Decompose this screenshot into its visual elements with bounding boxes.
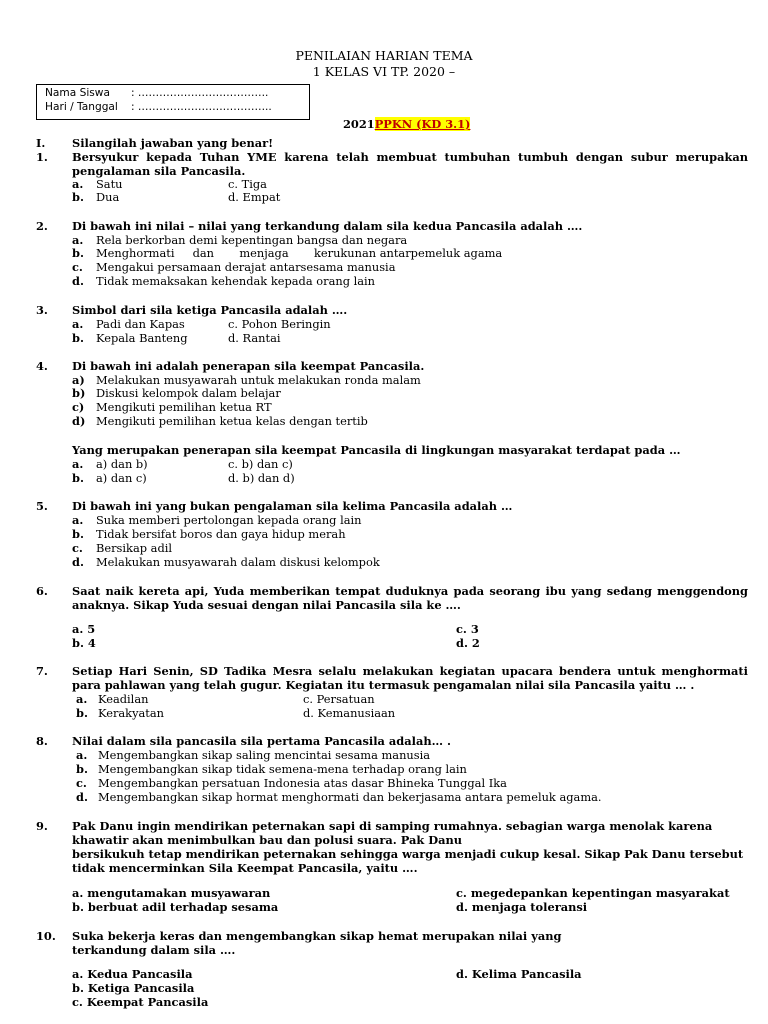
item-text: Mengikuti pemilihan ketua kelas dengan tertib [96, 414, 368, 428]
item-text: Melakukan musyawarah untuk melakukan ronda malam [96, 373, 421, 387]
option-letter: a. [72, 233, 84, 247]
option-text: Mengembangkan sikap hormat menghormati dan bekerjasama antara pemeluk agama. [98, 790, 602, 804]
option-text: d. menjaga toleransi [456, 900, 588, 914]
option-letter: d. [76, 790, 88, 804]
question-number: 2. [36, 219, 48, 233]
option-text: Rela berkorban demi kepentingan bangsa dan negara [96, 233, 408, 247]
day-date-row [45, 101, 272, 113]
option-letter: b. [72, 331, 84, 345]
option-letter: b. [76, 762, 88, 776]
option-text: c. Keempat Pancasila [72, 995, 209, 1009]
option-text: c. Persatuan [303, 692, 375, 706]
item-text: Diskusi kelompok dalam belajar [96, 386, 281, 400]
option-text: d. Rantai [228, 331, 281, 345]
subject-year: 2021 [343, 117, 375, 131]
option-letter: a. [72, 177, 84, 191]
option-text: Mengembangkan sikap saling mencintai sesama manusia [98, 748, 431, 762]
page-title-line1: PENILAIAN HARIAN TEMA [295, 48, 473, 63]
question-text-line: tidak mencerminkan Sila Keempat Pancasila, yaitu …. [72, 861, 418, 875]
question-text: Saat naik kereta api, Yuda memberikan tempat duduknya pada seorang ibu yang sedang menggendong anaknya. Sikap Yuda sesuai dengan nilai Pancasila sila ke …. [72, 584, 748, 612]
question-number: 9. [36, 819, 48, 833]
option-text: d. Kelima Pancasila [456, 967, 582, 981]
option-text: Padi dan Kapas [96, 317, 185, 331]
item-text: Mengikuti pemilihan ketua RT [96, 400, 272, 414]
option-letter: a. [72, 457, 84, 471]
option-text: Keadilan [98, 692, 149, 706]
option-text: c. Pohon Beringin [228, 317, 331, 331]
option-letter: a. [76, 692, 88, 706]
question-number: 5. [36, 499, 48, 513]
option-text: a. mengutamakan musyawaran [72, 886, 271, 900]
question-number: 3. [36, 303, 48, 317]
option-letter: a. [72, 513, 84, 527]
option-text: d. Kemanusiaan [303, 706, 396, 720]
item-letter: c) [72, 400, 85, 414]
option-text: Tidak bersifat boros dan gaya hidup merah [96, 527, 346, 541]
option-text: Menghormati dan menjaga kerukunan antarpemeluk agama [96, 246, 503, 260]
question-text: Suka bekerja keras dan mengembangkan sikap hemat merupakan nilai yang terkandung dalam sila …. [72, 929, 562, 957]
question-number: 10. [36, 929, 56, 943]
option-letter: b. [72, 471, 84, 485]
question-text: Di bawah ini yang bukan pengalaman sila kelima Pancasila adalah … [72, 499, 513, 513]
student-name-row [45, 87, 268, 99]
option-text: Mengakui persamaan derajat antarsesama manusia [96, 260, 396, 274]
option-text: b. 4 [72, 636, 96, 650]
option-letter: d. [72, 274, 84, 288]
option-text: Melakukan musyawarah dalam diskusi kelompok [96, 555, 380, 569]
question-text: Simbol dari sila ketiga Pancasila adalah …. [72, 303, 348, 317]
question-text: Di bawah ini nilai – nilai yang terkandung dalam sila kedua Pancasila adalah …. [72, 219, 583, 233]
option-text: d. b) dan d) [228, 471, 295, 485]
option-letter: d. [72, 555, 84, 569]
option-text: Tidak memaksakan kehendak kepada orang lain [96, 274, 376, 288]
option-text: a) dan b) [96, 457, 148, 471]
option-letter: b. [72, 190, 84, 204]
option-text: c. b) dan c) [228, 457, 293, 471]
option-text: c. 3 [456, 622, 479, 636]
instruction-text: Silangilah jawaban yang benar! [72, 136, 274, 150]
option-letter: c. [76, 776, 87, 790]
option-letter: b. [72, 246, 84, 260]
option-text: b. Ketiga Pancasila [72, 981, 195, 995]
student-name-blank: : ………………………………. [131, 87, 269, 99]
student-info-box [36, 84, 310, 120]
question-text: Nilai dalam sila pancasila sila pertama Pancasila adalah… . [72, 734, 451, 748]
option-text: Mengembangkan sikap tidak semena-mena terhadap orang lain [98, 762, 467, 776]
instruction-number: I. [36, 136, 46, 150]
question-number: 4. [36, 359, 48, 373]
option-text: Mengembangkan persatuan Indonesia atas dasar Bhineka Tunggal Ika [98, 776, 507, 790]
option-text: Bersikap adil [96, 541, 173, 555]
option-letter: a. [76, 748, 88, 762]
option-text: Satu [96, 177, 123, 191]
option-text: Dua [96, 190, 120, 204]
option-text: Kerakyatan [98, 706, 165, 720]
option-text: Kepala Banteng [96, 331, 188, 345]
question-followup: Yang merupakan penerapan sila keempat Pancasila di lingkungan masyarakat terdapat pada … [72, 443, 681, 457]
question-text-line: khawatir akan menimbulkan bau dan polusi suara. Pak Danu [72, 833, 463, 847]
subject-heading [343, 117, 470, 131]
item-letter: a) [72, 373, 85, 387]
option-text: d. Empat [228, 190, 281, 204]
option-text: d. 2 [456, 636, 480, 650]
question-text: Bersyukur kepada Tuhan YME karena telah membuat tumbuhan tumbuh dengan subur merupakan pengalaman sila Pancasila. [72, 150, 748, 178]
item-letter: b) [72, 386, 86, 400]
student-name-label: Nama Siswa [45, 87, 110, 99]
question-number: 8. [36, 734, 48, 748]
option-letter: c. [72, 541, 83, 555]
question-text-line: bersikukuh tetap mendirikan peternakan sehingga warga menjadi cukup kesal. Sikap Pak Danu tersebut [72, 847, 744, 861]
option-text: c. megedepankan kepentingan masyarakat [456, 886, 730, 900]
option-text: a. Kedua Pancasila [72, 967, 193, 981]
option-letter: b. [72, 527, 84, 541]
option-text: Suka memberi pertolongan kepada orang lain [96, 513, 362, 527]
option-letter: a. [72, 317, 84, 331]
day-date-blank: : ……………………………….. [131, 101, 272, 113]
option-text: a. 5 [72, 622, 96, 636]
question-text: Di bawah ini adalah penerapan sila keempat Pancasila. [72, 359, 425, 373]
option-text: c. Tiga [228, 177, 267, 191]
question-number: 1. [36, 150, 48, 164]
question-text-line: Pak Danu ingin mendirikan peternakan sapi di samping rumahnya. sebagian warga menolak karena [72, 819, 713, 833]
day-date-label: Hari / Tanggal [45, 101, 118, 113]
subject-highlight: PPKN (KD 3.1) [374, 117, 471, 131]
question-number: 7. [36, 664, 48, 678]
option-text: b. berbuat adil terhadap sesama [72, 900, 279, 914]
item-letter: d) [72, 414, 86, 428]
question-text: Setiap Hari Senin, SD Tadika Mesra selalu melakukan kegiatan upacara bendera untuk menghormati para pahlawan yang telah gugur. Kegiatan itu termasuk pengamalan nilai sila Pancasila yaitu … . [72, 664, 748, 692]
page-title-line2: 1 KELAS VI TP. 2020 – [312, 64, 456, 79]
question-number: 6. [36, 584, 48, 598]
option-letter: c. [72, 260, 83, 274]
option-text: a) dan c) [96, 471, 147, 485]
option-letter: b. [76, 706, 88, 720]
